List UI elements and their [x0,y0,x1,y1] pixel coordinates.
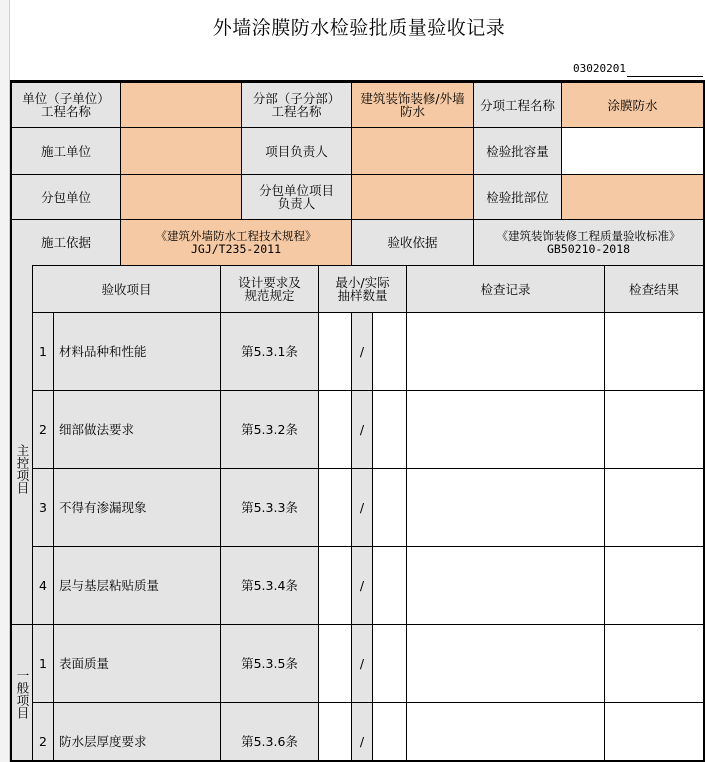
row-number: 1 [32,312,54,391]
subcontractor-value[interactable] [120,174,242,220]
row-sample-min[interactable] [318,624,352,703]
row-inspection-record[interactable] [406,702,605,762]
row-sample-actual[interactable] [372,702,407,762]
row-inspection-result[interactable] [604,468,704,547]
row-sample-actual[interactable] [372,468,407,547]
sub-pm-label: 分包单位项目 负责人 [241,174,352,220]
row-number: 1 [32,624,54,703]
row-item-name: 防水层厚度要求 [53,702,221,762]
form-code-input-cell[interactable] [627,57,703,77]
page-title: 外墙涂膜防水检验批质量验收记录 [212,16,506,39]
col-inspection-record: 检查记录 [406,265,605,313]
construction-basis-label: 施工依据 [11,219,121,266]
row-item-name: 表面质量 [53,624,221,703]
row-sample-slash: / [351,312,373,391]
row-number: 4 [32,546,54,625]
general-group-label [11,624,33,762]
col-design-requirement: 设计要求及 规范规定 [220,265,319,313]
col-sample-count: 最小/实际 抽样数量 [318,265,407,313]
row-requirement: 第5.3.2条 [220,390,319,469]
row-number: 3 [32,468,54,547]
subitem-name-label: 分项工程名称 [473,82,562,128]
row-sample-min[interactable] [318,546,352,625]
row-number: 2 [32,390,54,469]
row-sample-slash: / [351,624,373,703]
row-inspection-record[interactable] [406,312,605,391]
unit-name-value[interactable] [120,82,242,128]
row-inspection-record[interactable] [406,390,605,469]
division-name-value[interactable]: 建筑装饰装修/外墙 防水 [351,82,474,128]
batch-location-value[interactable] [561,174,704,220]
row-sample-slash: / [351,546,373,625]
row-number: 2 [32,702,54,762]
construction-basis-value[interactable]: 《建筑外墙防水工程技术规程》 JGJ/T235-2011 [120,219,352,266]
row-requirement: 第5.3.5条 [220,624,319,703]
row-item-name: 不得有渗漏现象 [53,468,221,547]
acceptance-basis-value: 《建筑装饰装修工程质量验收标准》 GB50210-2018 [473,219,704,266]
row-inspection-record[interactable] [406,624,605,703]
row-item-name: 材料品种和性能 [53,312,221,391]
row-requirement: 第5.3.3条 [220,468,319,547]
row-requirement: 第5.3.4条 [220,546,319,625]
row-sample-actual[interactable] [372,624,407,703]
row-inspection-result[interactable] [604,312,704,391]
row-sample-min[interactable] [318,312,352,391]
form-code: 03020201 [573,62,626,75]
row-inspection-result[interactable] [604,702,704,762]
main-control-group-label [11,265,33,625]
contractor-value[interactable] [120,127,242,175]
batch-location-label: 检验批部位 [473,174,562,220]
col-inspection-result: 检查结果 [604,265,704,313]
row-sample-actual[interactable] [372,546,407,625]
row-item-name: 层与基层粘贴质量 [53,546,221,625]
row-sample-min[interactable] [318,468,352,547]
subcontractor-label: 分包单位 [11,174,121,220]
row-inspection-result[interactable] [604,390,704,469]
subitem-name-value[interactable]: 涂膜防水 [561,82,704,128]
row-sample-actual[interactable] [372,312,407,391]
row-inspection-result[interactable] [604,546,704,625]
row-sample-actual[interactable] [372,390,407,469]
batch-capacity-label: 检验批容量 [473,127,562,175]
project-manager-label: 项目负责人 [241,127,352,175]
project-manager-value[interactable] [351,127,474,175]
main-control-group-text: 主控项目 [15,443,30,494]
col-acceptance-item: 验收项目 [32,265,221,313]
batch-capacity-value[interactable] [561,127,704,175]
row-sample-slash: / [351,390,373,469]
contractor-label: 施工单位 [11,127,121,175]
general-group-text: 一般项目 [15,669,30,719]
row-sample-slash: / [351,468,373,547]
row-requirement: 第5.3.1条 [220,312,319,391]
row-inspection-record[interactable] [406,468,605,547]
row-inspection-result[interactable] [604,624,704,703]
row-requirement: 第5.3.6条 [220,702,319,762]
unit-name-label: 单位（子单位） 工程名称 [11,82,121,128]
row-gutter [0,0,10,762]
row-inspection-record[interactable] [406,546,605,625]
acceptance-basis-label: 验收依据 [351,219,474,266]
row-sample-slash: / [351,702,373,762]
sub-pm-value[interactable] [351,174,474,220]
row-item-name: 细部做法要求 [53,390,221,469]
row-sample-min[interactable] [318,702,352,762]
division-name-label: 分部（子分部） 工程名称 [241,82,352,128]
row-sample-min[interactable] [318,390,352,469]
